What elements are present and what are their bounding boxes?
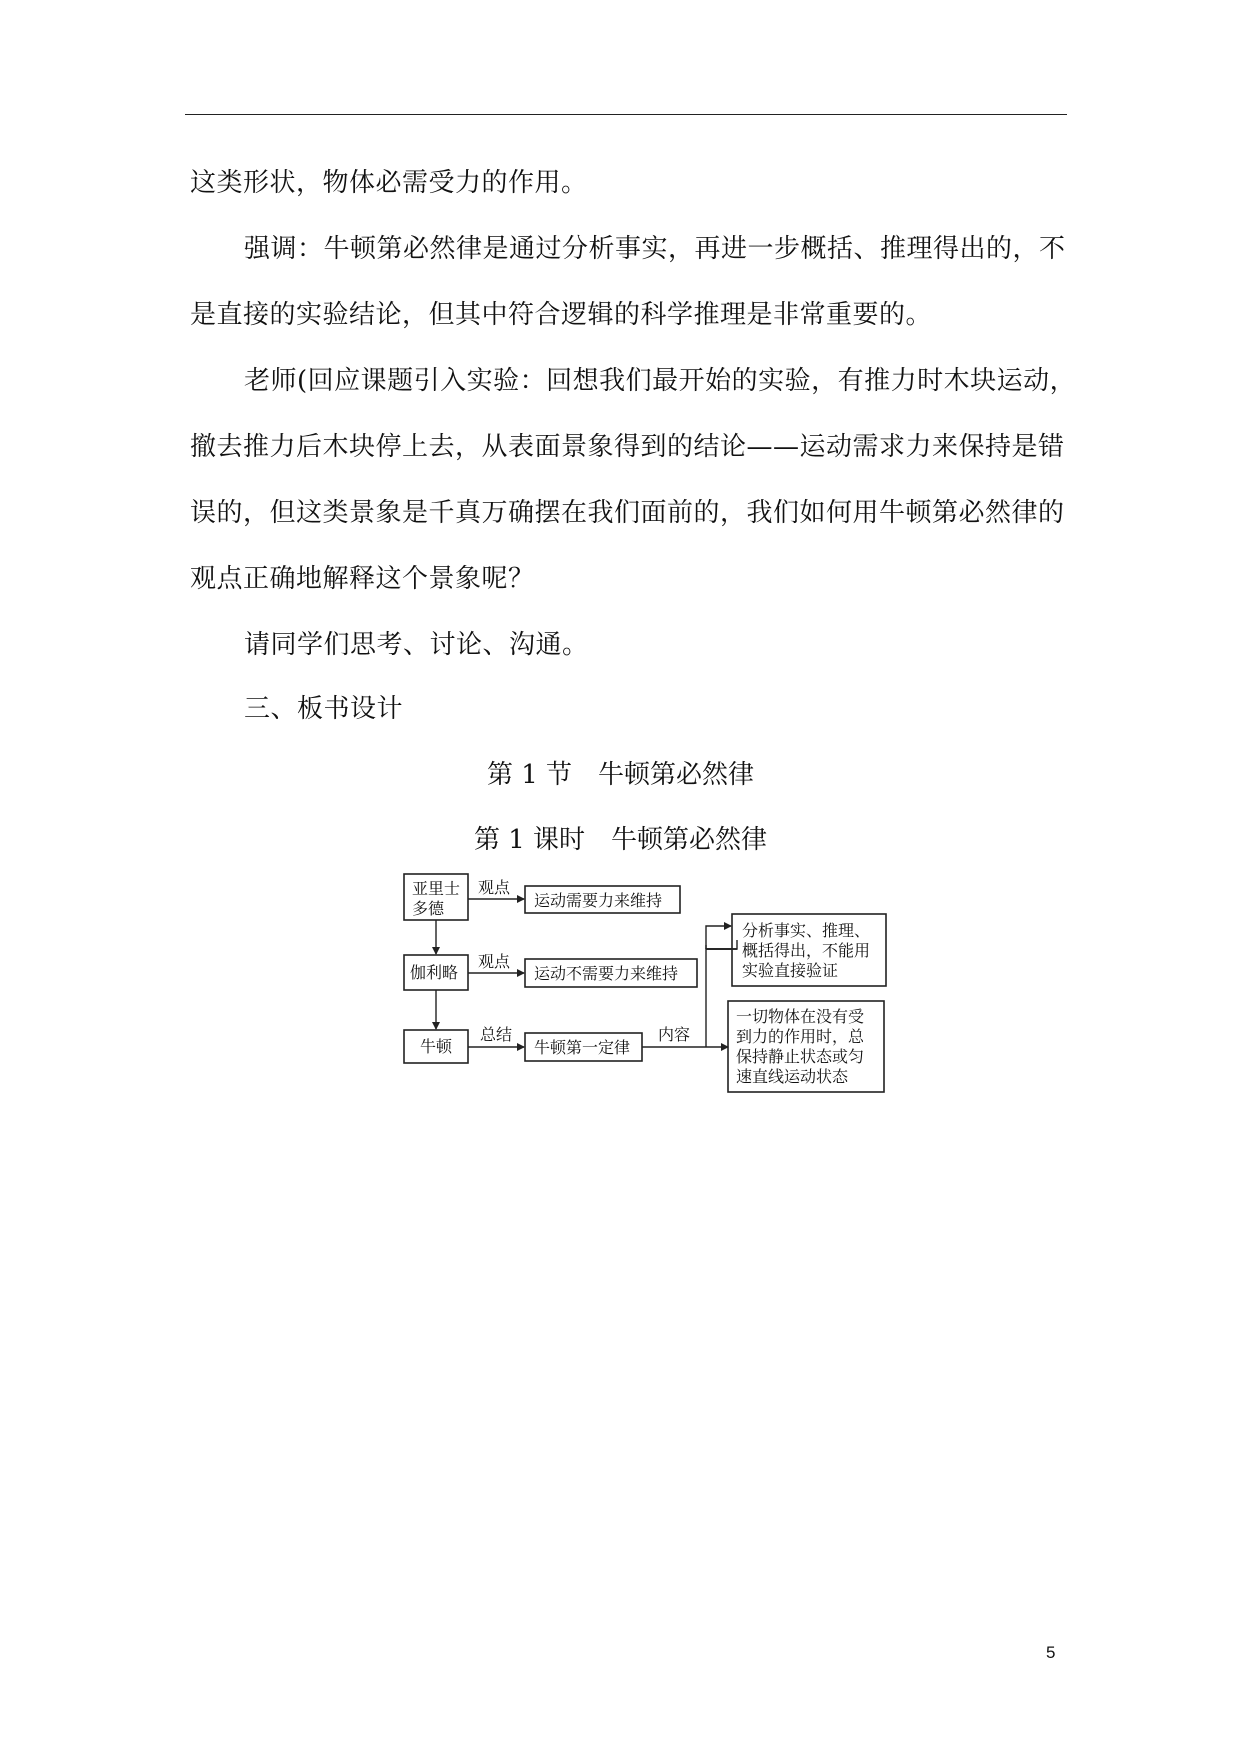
content-line-3: 保持静止状态或匀 [736, 1047, 865, 1066]
aristotle-label-1: 亚里士 [412, 879, 461, 898]
content-line-2: 到力的作用时，总 [736, 1027, 865, 1046]
paragraph-5: 三、板书设计 [244, 694, 404, 724]
paragraph-3-line-1: 老师(回应课题引入实验：回想我们最开始的实验，有推力时木块运动， [244, 366, 1077, 396]
analysis-line-3: 实验直接验证 [742, 961, 839, 980]
paragraph-4: 请同学们思考、讨论、沟通。 [244, 630, 589, 660]
section-title: 第 1 节 牛顿第必然律 [486, 760, 755, 790]
paragraph-1: 这类形状，物体必需受力的作用。 [190, 168, 588, 198]
analysis-line-1: 分析事实、推理、 [742, 921, 871, 940]
content-line-4: 速直线运动状态 [736, 1067, 849, 1086]
page-number: 5 [1046, 1643, 1056, 1662]
paragraph-2-line-1: 强调：牛顿第必然律是通过分析事实，再进一步概括、推理得出的，不 [244, 234, 1066, 264]
no-force-label: 运动不需要力来维持 [534, 964, 679, 983]
analysis-line-2: 概括得出，不能用 [742, 941, 871, 960]
content-line-1: 一切物体在没有受 [736, 1007, 865, 1026]
paragraph-3-line-4: 观点正确地解释这个景象呢？ [190, 564, 535, 594]
paragraph-3-line-2: 撤去推力后木块停上去，从表面景象得到的结论——运动需求力来保持是错 [190, 432, 1065, 462]
paragraph-2-line-2: 是直接的实验结论，但其中符合逻辑的科学推理是非常重要的。 [190, 300, 933, 330]
law-label: 牛顿第一定律 [534, 1038, 631, 1057]
galileo-label: 伽利略 [410, 963, 459, 982]
aristotle-label-2: 多德 [412, 899, 445, 918]
needs-force-label: 运动需要力来维持 [534, 891, 663, 910]
newton-label: 牛顿 [420, 1037, 453, 1056]
arrow-to-analysis [706, 926, 731, 949]
content-label: 内容 [658, 1025, 691, 1044]
view-label-1: 观点 [478, 878, 511, 897]
lesson-title: 第 1 课时 牛顿第必然律 [473, 825, 768, 855]
view-label-2: 观点 [478, 952, 511, 971]
summary-label: 总结 [480, 1025, 513, 1044]
paragraph-3-line-3: 误的，但这类景象是千真万确摆在我们面前的，我们如何用牛顿第必然律的 [190, 498, 1065, 528]
